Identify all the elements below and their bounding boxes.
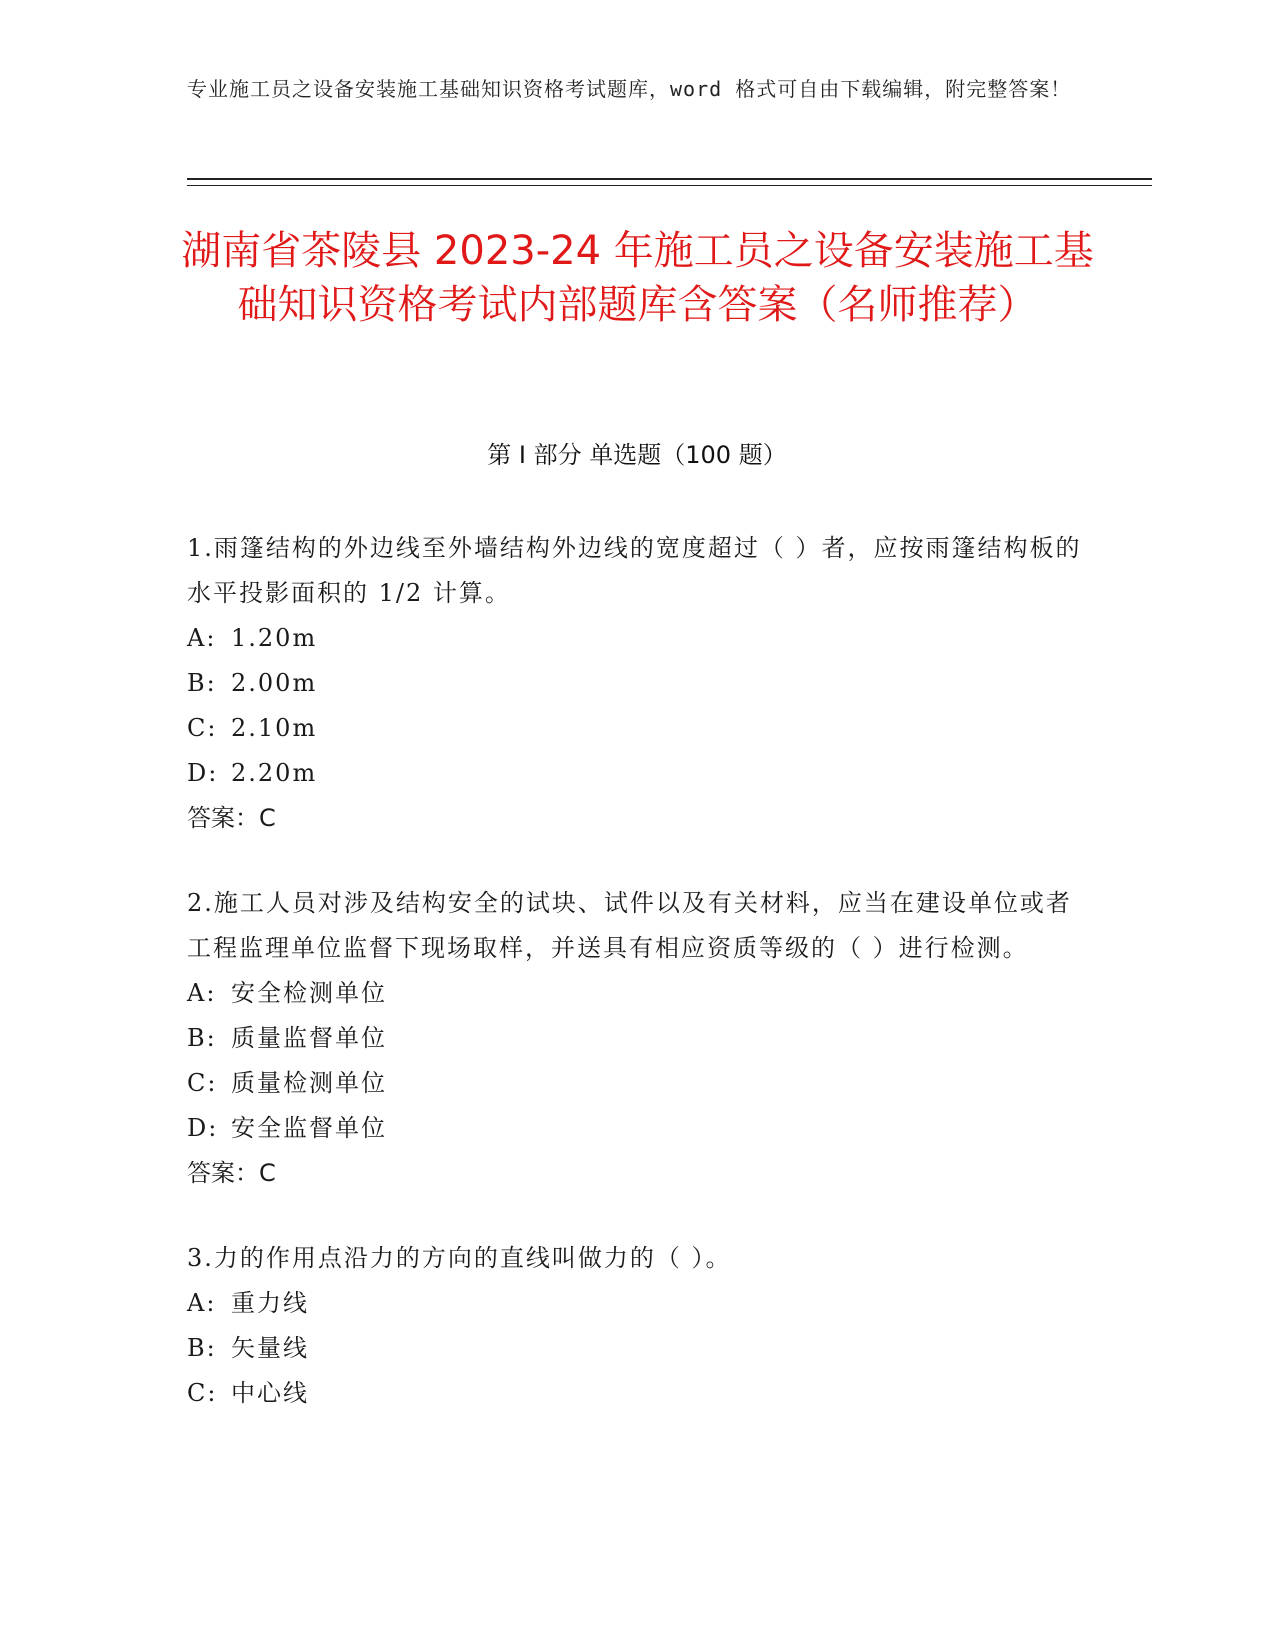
option-text: 质量监督单位	[231, 1024, 387, 1052]
header-note: 专业施工员之设备安装施工基础知识资格考试题库，word 格式可自由下载编辑，附完整答案！	[187, 77, 1072, 101]
question-stem: 3.力的作用点沿力的方向的直线叫做力的（ ）。	[187, 1244, 732, 1272]
option-b	[187, 661, 1087, 706]
option-letter: A:	[187, 624, 217, 652]
option-letter: B:	[187, 1334, 217, 1362]
header-rule-thin	[187, 185, 1152, 186]
option-text: 重力线	[231, 1289, 309, 1317]
option-text: 2.10m	[231, 714, 318, 742]
option-text: 2.20m	[231, 759, 318, 787]
option-text: 矢量线	[231, 1334, 309, 1362]
document-title: 湖南省茶陵县 2023-24 年施工员之设备安装施工基础知识资格考试内部题库含答案（名师推荐）	[181, 228, 1094, 328]
option-c	[187, 706, 1087, 751]
question-stem: 1.雨篷结构的外边线至外墙结构外边线的宽度超过（ ）者，应按雨篷结构板的水平投影面积的 1/2 计算。	[187, 534, 1082, 607]
question-1	[187, 526, 1087, 841]
option-letter: B:	[187, 669, 217, 697]
option-letter: C:	[187, 1379, 218, 1407]
option-text: 1.20m	[231, 624, 318, 652]
answer-line: 答案：C	[187, 1159, 276, 1187]
option-letter: C:	[187, 1069, 218, 1097]
question-stem: 2.施工人员对涉及结构安全的试块、试件以及有关材料，应当在建设单位或者工程监理单位监督下现场取样，并送具有相应资质等级的（ ）进行检测。	[187, 889, 1072, 962]
option-text: 中心线	[231, 1379, 309, 1407]
option-d	[187, 751, 1087, 796]
option-a	[187, 971, 1087, 1016]
option-letter: D:	[187, 759, 219, 787]
option-letter: C:	[187, 714, 218, 742]
option-letter: A:	[187, 979, 217, 1007]
question-list	[187, 526, 1087, 1456]
option-text: 安全检测单位	[231, 979, 387, 1007]
option-letter: D:	[187, 1114, 219, 1142]
section-title: 第 I 部分 单选题（100 题）	[487, 441, 787, 469]
header-rule-thick	[187, 178, 1152, 180]
option-text: 质量检测单位	[231, 1069, 387, 1097]
option-text: 安全监督单位	[231, 1114, 387, 1142]
option-c	[187, 1371, 1087, 1416]
option-b	[187, 1326, 1087, 1371]
option-letter: B:	[187, 1024, 217, 1052]
question-2	[187, 881, 1087, 1196]
option-b	[187, 1016, 1087, 1061]
option-text: 2.00m	[231, 669, 318, 697]
question-3	[187, 1236, 1087, 1416]
option-letter: A:	[187, 1289, 217, 1317]
option-a	[187, 1281, 1087, 1326]
option-c	[187, 1061, 1087, 1106]
option-a	[187, 616, 1087, 661]
answer-line: 答案：C	[187, 804, 276, 832]
option-d	[187, 1106, 1087, 1151]
